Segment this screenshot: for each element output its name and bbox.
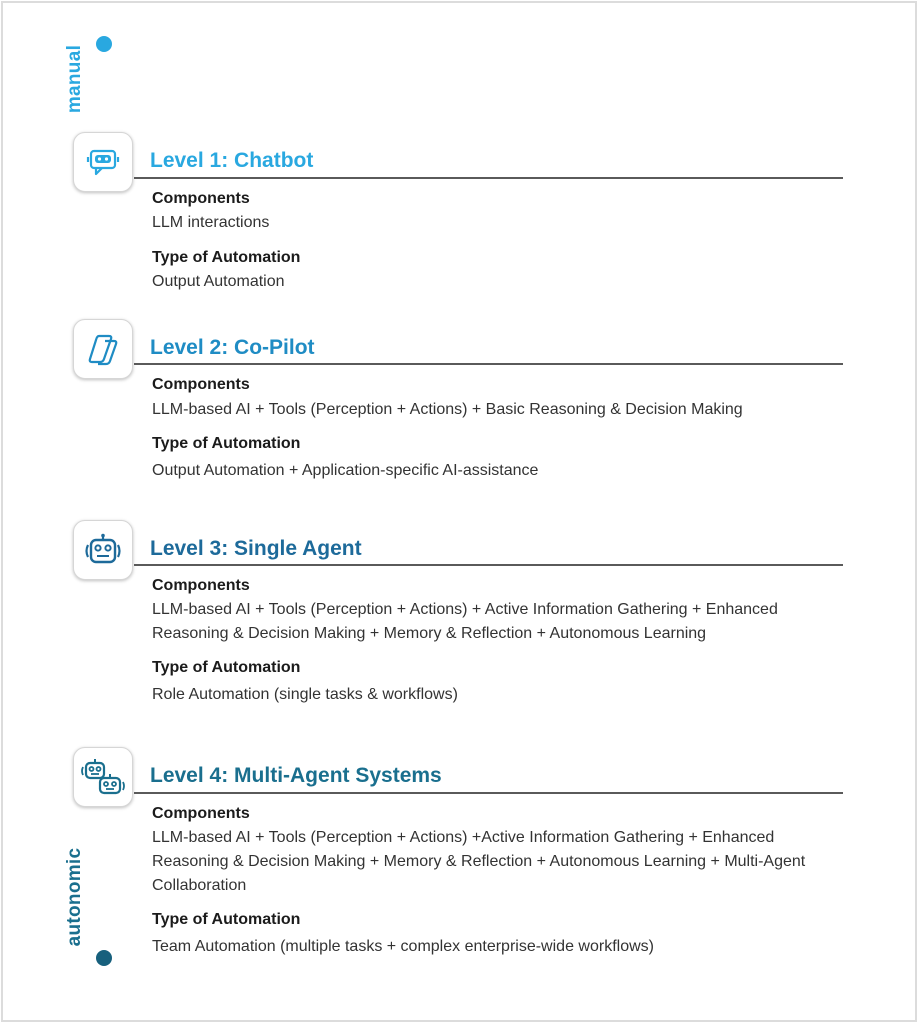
level-4-automation-text: Team Automation (multiple tasks + complex enterprise-wide workflows) [152, 938, 654, 955]
level-1-components-text: LLM interactions [152, 214, 270, 231]
level-2-automation-text: Output Automation + Application-specific AI-assistance [152, 462, 539, 479]
robot-icon [83, 533, 123, 567]
level-3-title: Level 3: Single Agent [150, 537, 362, 560]
level-2-divider [134, 363, 843, 365]
level-1-title: Level 1: Chatbot [150, 149, 314, 172]
level-3-divider [134, 564, 843, 566]
manual-label: manual [64, 44, 85, 114]
level-3-automation-text: Role Automation (single tasks & workflows) [152, 686, 458, 703]
autonomic-label: autonomic [64, 847, 85, 947]
level-2-title: Level 2: Co-Pilot [150, 336, 315, 359]
level-4-components-text: LLM-based AI + Tools (Perception + Actions) +Active Information Gathering + Enhanced Reasoning & Decision Making + Memory & Reflection + Autonomous Learning + Multi-Agent Collaboration [152, 829, 806, 894]
level-4-components-heading: Components [152, 805, 250, 822]
timeline-start-dot [96, 36, 112, 52]
level-3-components-heading: Components [152, 577, 250, 594]
copilot-icon [85, 331, 121, 367]
level-1-components-heading: Components [152, 190, 250, 207]
level-2-automation-heading: Type of Automation [152, 435, 301, 452]
level-4-title: Level 4: Multi-Agent Systems [150, 764, 442, 787]
level-2-components-heading: Components [152, 376, 250, 393]
level-3-automation-heading: Type of Automation [152, 659, 301, 676]
chatbot-icon [86, 145, 120, 179]
level-1-automation-text: Output Automation [152, 273, 285, 290]
level-2-components-text: LLM-based AI + Tools (Perception + Actions) + Basic Reasoning & Decision Making [152, 401, 743, 418]
level-4-divider [134, 792, 843, 794]
level-2-icon-box [73, 319, 133, 379]
timeline-end-dot [96, 950, 112, 966]
multi-robot-icon [81, 757, 125, 797]
level-3-components-text: LLM-based AI + Tools (Perception + Actions) + Active Information Gathering + Enhanced Reasoning & Decision Making + Memory & Reflection + Autonomous Learning [152, 601, 778, 642]
level-1-divider [134, 177, 843, 179]
level-1-automation-heading: Type of Automation [152, 249, 301, 266]
level-4-automation-heading: Type of Automation [152, 911, 301, 928]
level-1-icon-box [73, 132, 133, 192]
level-3-icon-box [73, 520, 133, 580]
level-4-icon-box [73, 747, 133, 807]
